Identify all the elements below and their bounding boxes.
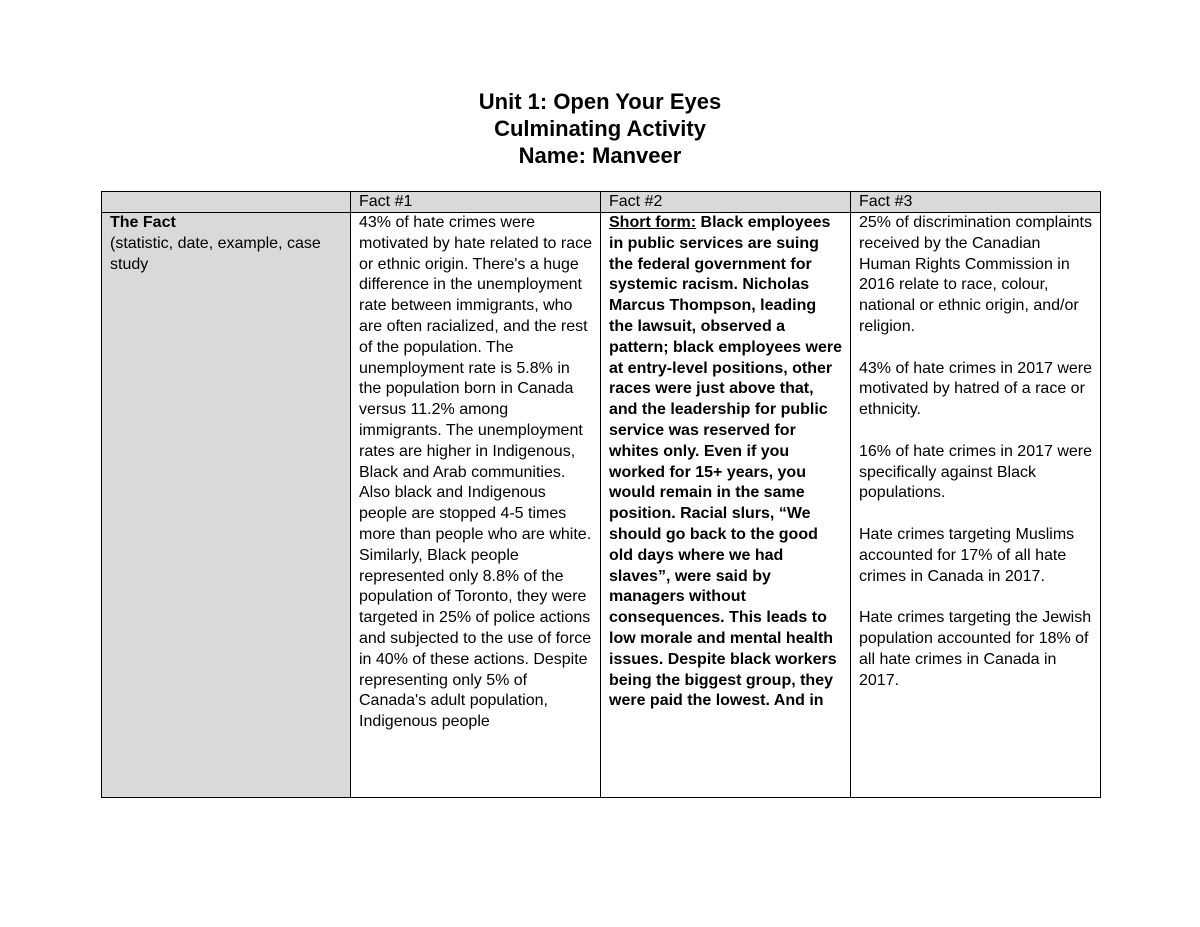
activity-title: Culminating Activity xyxy=(494,116,706,141)
fact-2-text: Black employees in public services are suing the federal government for systemic racism. Nicholas Marcus Thompson, leading the lawsuit, observed a pattern; black employees were at entry-level positions, other races were just above that, and the leadership for public service was reserved for whites only. Even if you worked for 15+ years, you would remain in the same position. Racial slurs, “We should go back to the good old days where we had slaves”, were said by managers without consequences. This leads to low morale and mental health issues. Despite black workers being the biggest group, they were paid the lowest. And in xyxy=(609,214,842,710)
facts-table xyxy=(101,191,1101,798)
table-row-the-fact xyxy=(102,213,1101,798)
table-header-empty xyxy=(102,192,351,213)
row-label-title: The Fact xyxy=(110,214,176,231)
fact-3-paragraph: 25% of discrimination complaints received by the Canadian Human Rights Commission in 2016 relate to race, colour, national or ethnic origin, and/or religion. xyxy=(859,214,1092,335)
fact-3-paragraph: Hate crimes targeting the Jewish population accounted for 18% of all hate crimes in Canada in 2017. xyxy=(859,609,1092,689)
fact-1-cell[interactable] xyxy=(351,213,601,798)
fact-3-cell[interactable] xyxy=(851,213,1101,798)
unit-title: Unit 1: Open Your Eyes xyxy=(478,89,722,114)
table-header-row xyxy=(102,192,1101,213)
table-header-fact-1: Fact #1 xyxy=(351,192,601,213)
fact-3-paragraph: Hate crimes targeting Muslims accounted for 17% of all hate crimes in Canada in 2017. xyxy=(859,525,1075,585)
fact-3-paragraph: 16% of hate crimes in 2017 were specifically against Black populations. xyxy=(859,442,1093,502)
fact-2-short-form-label: Short form: xyxy=(609,214,697,231)
student-name: Name: Manveer xyxy=(518,143,682,168)
fact-3-paragraph: 43% of hate crimes in 2017 were motivated by hatred of a race or ethnicity. xyxy=(859,359,1093,419)
fact-2-cell[interactable] xyxy=(601,213,851,798)
table-header-fact-3: Fact #3 xyxy=(851,192,1101,213)
row-label-cell xyxy=(102,213,351,798)
fact-1-text: 43% of hate crimes were motivated by hate related to race or ethnic origin. There's a huge difference in the unemployment rate between immigrants, who are often racialized, and the rest of the population. The unemployment rate is 5.8% in the population born in Canada versus 11.2% among immigrants. The unemployment rates are higher in Indigenous, Black and Arab communities. Also black and Indigenous people are stopped 4-5 times more than people who are white. Similarly, Black people represented only 8.8% of the population of Toronto, they were targeted in 25% of police actions and subjected to the use of force in 40% of these actions. Despite representing only 5% of Canada's adult population, Indigenous people xyxy=(359,214,593,731)
document-header xyxy=(0,88,1200,169)
table-header-fact-2: Fact #2 xyxy=(601,192,851,213)
row-label-subtitle: (statistic, date, example, case study xyxy=(110,234,321,273)
